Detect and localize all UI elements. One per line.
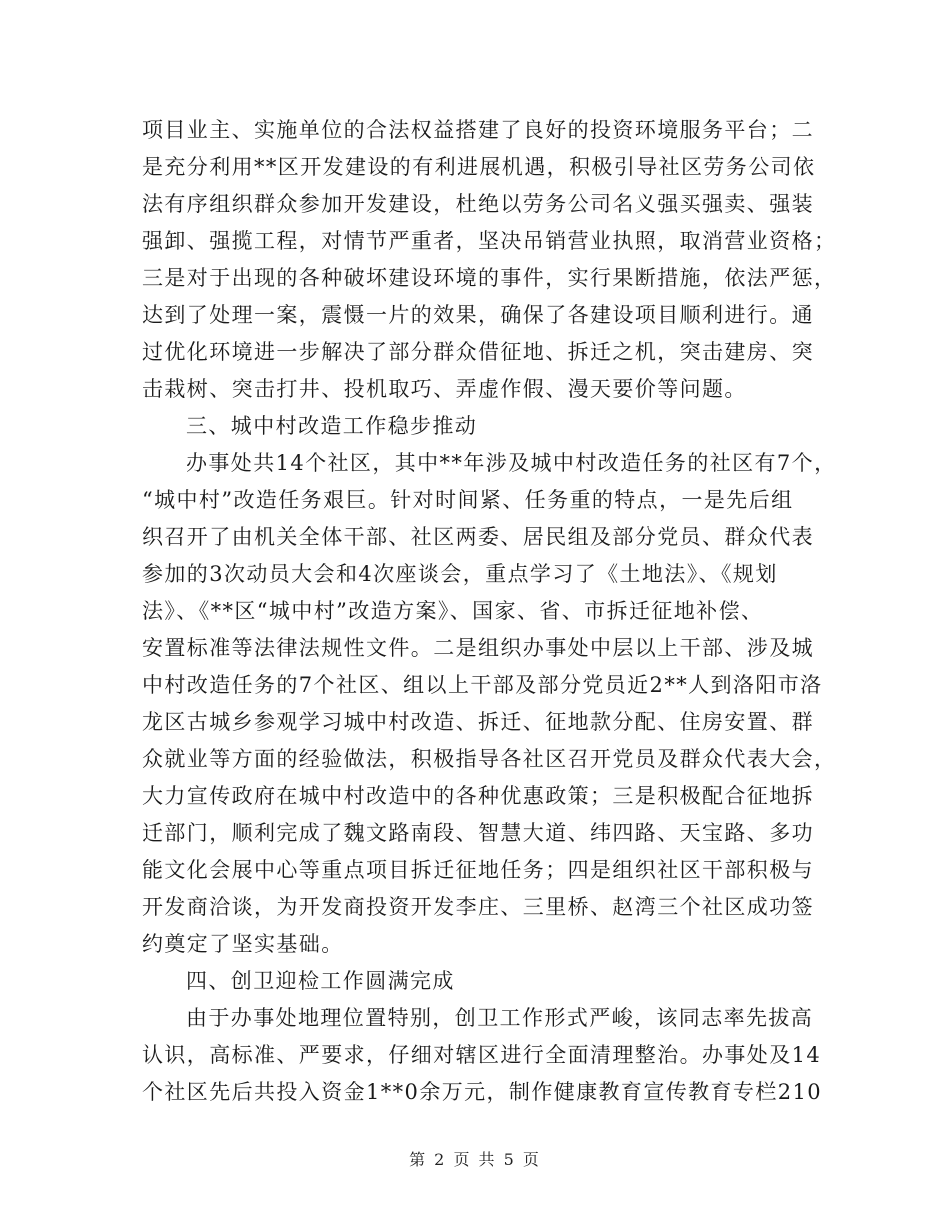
paragraph-first-line: 由于办事处地理位置特别，创卫工作形式严峻，该同志率先拔高 [186, 1006, 814, 1030]
text-line: 法》、《**区“城中村”改造方案》、国家、省、市拆迁征地补偿、 [142, 599, 764, 623]
text-line: 开发商洽谈，为开发商投资开发李庄、三里桥、赵湾三个社区成功签 [142, 895, 814, 919]
text-line: 能文化会展中心等重点项目拆迁征地任务；四是组织社区干部积极与 [142, 858, 814, 882]
text-line: 迁部门，顺利完成了魏文路南段、智慧大道、纬四路、天宝路、多功 [142, 821, 814, 845]
text-line: 认识，高标准、严要求，仔细对辖区进行全面清理整治。办事处及14 [142, 1043, 822, 1067]
page-footer: 第 2 页 共 5 页 [409, 1150, 541, 1169]
text-line: 中村改造任务的7个社区、组以上干部及部分党员近2**人到洛阳市洛 [142, 673, 823, 697]
text-line: 约奠定了坚实基础。 [142, 932, 344, 956]
text-line: 龙区古城乡参观学习城中村改造、拆迁、征地款分配、住房安置、群 [142, 710, 814, 734]
text-line: 法有序组织群众参加开发建设，杜绝以劳务公司名义强买强卖、强装 [142, 192, 814, 216]
text-line: 安置标准等法律法规性文件。二是组织办事处中层以上干部、涉及城 [142, 636, 814, 660]
text-line: 击栽树、突击打井、投机取巧、弄虚作假、漫天要价等问题。 [142, 377, 747, 401]
text-line: 个社区先后共投入资金1**0余万元，制作健康教育宣传教育专栏210 [142, 1080, 823, 1104]
text-line: 过优化环境进一步解决了部分群众借征地、拆迁之机，突击建房、突 [142, 340, 814, 364]
text-line: 项目业主、实施单位的合法权益搭建了良好的投资环境服务平台；二 [142, 118, 814, 142]
text-line: 三是对于出现的各种破坏建设环境的事件，实行果断措施，依法严惩， [142, 266, 837, 290]
text-line: 参加的3次动员大会和4次座谈会，重点学习了《土地法》、《规划 [142, 562, 778, 586]
text-line: 是充分利用**区开发建设的有利进展机遇，积极引导社区劳务公司依 [142, 155, 816, 179]
text-line: 大力宣传政府在城中村改造中的各种优惠政策；三是积极配合征地拆 [142, 784, 814, 808]
text-line: 强卸、强揽工程，对情节严重者，坚决吊销营业执照，取消营业资格； [142, 229, 837, 253]
text-line: 织召开了由机关全体干部、社区两委、居民组及部分党员、群众代表 [142, 525, 814, 549]
text-line: 达到了处理一案，震慑一片的效果，确保了各建设项目顺利进行。通 [142, 303, 814, 327]
paragraph-first-line: 四、创卫迎检工作圆满完成 [186, 969, 455, 993]
document-body [142, 112, 837, 1111]
text-line: 众就业等方面的经验做法，积极指导各社区召开党员及群众代表大会， [142, 747, 837, 771]
paragraph-first-line: 办事处共14个社区，其中**年涉及城中村改造任务的社区有7个， [186, 451, 837, 475]
paragraph-first-line: 三、城中村改造工作稳步推动 [186, 414, 478, 438]
text-line: “城中村”改造任务艰巨。针对时间紧、任务重的特点，一是先后组 [142, 488, 794, 512]
